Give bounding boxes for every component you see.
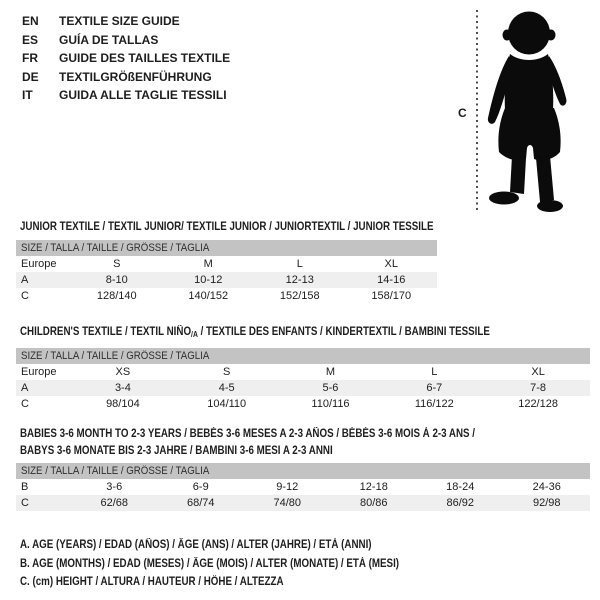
- size-cell: 4-5: [175, 380, 279, 396]
- size-header-cell: [16, 348, 590, 364]
- size-header-row: [16, 240, 437, 256]
- size-cell: 92/98: [504, 495, 591, 511]
- size-cell: 110/116: [311, 398, 350, 410]
- size-header-text: SIZE / TALLA / TAILLE / GRÖSSE / TAGLIA: [21, 350, 210, 362]
- row-label: C: [21, 398, 29, 410]
- size-cell: 116/122: [414, 398, 454, 410]
- size-cell: 140/152: [188, 290, 229, 302]
- size-cell: XL: [531, 366, 545, 378]
- size-cell: 158/170: [371, 290, 412, 302]
- size-cell: 8-10: [71, 272, 163, 288]
- toddler-body-shapes: [488, 12, 567, 213]
- row-label: Europe: [21, 366, 57, 378]
- children-title-sub: /A: [191, 330, 198, 339]
- language-code: ES: [22, 32, 39, 47]
- size-cell: 80/86: [331, 495, 418, 511]
- size-cell: 62/68: [71, 495, 158, 511]
- table-row: [16, 272, 437, 288]
- babies-title-line1: BABIES 3-6 MONTH TO 2-3 YEARS / BEBÉS 3-6 MESES A 2-3 AÑOS / BÉBÉS 3-6 MOIS À 2-3 ANS /: [20, 428, 476, 440]
- size-cell: M: [325, 366, 336, 378]
- size-cell: 122/128: [518, 398, 558, 410]
- language-code: IT: [22, 88, 33, 102]
- row-label: B: [21, 481, 29, 493]
- language-code: DE: [22, 69, 39, 84]
- size-cell: L: [296, 258, 303, 270]
- footnote-line-b: [20, 555, 466, 574]
- language-label: GUIDE DES TAILLES TEXTILE: [59, 51, 231, 65]
- row-label: C: [21, 290, 29, 302]
- table-row: [16, 495, 590, 511]
- size-cell: 24-36: [532, 481, 561, 493]
- size-cell: XL: [384, 258, 398, 270]
- table-row: [16, 396, 590, 412]
- children-size-table: [16, 348, 590, 412]
- row-label: C: [16, 495, 71, 511]
- footnote-a-text: A. AGE (YEARS) / EDAD (AÑOS) / ÂGE (ANS) / ALTER (JAHRE) / ETÀ (ANNI): [20, 539, 372, 551]
- language-label: TEXTILGRÖßENFÜHRUNG: [59, 69, 212, 84]
- size-cell: XS: [115, 366, 131, 378]
- language-code: EN: [22, 14, 39, 28]
- language-code: FR: [22, 51, 38, 65]
- size-cell: 18-24: [446, 481, 475, 493]
- language-label: TEXTILE SIZE GUIDE: [59, 14, 180, 28]
- size-cell: 6-9: [192, 481, 209, 493]
- row-label: Europe: [21, 258, 57, 270]
- size-cell: S: [223, 366, 231, 378]
- size-cell: 6-7: [382, 380, 486, 396]
- footnote-line-a: [20, 536, 466, 555]
- size-cell: 128/140: [96, 290, 137, 302]
- size-cell: M: [203, 258, 213, 270]
- size-cell: 74/80: [244, 495, 331, 511]
- height-measure-label: C: [458, 106, 467, 120]
- language-title-list: [22, 12, 230, 105]
- language-row: [22, 86, 230, 105]
- legend-footnotes: [20, 536, 466, 592]
- children-title-pre: CHILDREN'S TEXTILE / TEXTIL NIÑO: [20, 326, 192, 338]
- children-section-title: [20, 324, 573, 344]
- language-label: GUÍA DE TALLAS: [59, 32, 159, 47]
- babies-size-table: [16, 463, 590, 511]
- size-header-row: [16, 463, 590, 479]
- table-row: [16, 364, 590, 380]
- size-cell: 98/104: [106, 398, 140, 410]
- size-cell: 5-6: [279, 380, 383, 396]
- size-header-cell: [16, 240, 437, 256]
- row-label: A: [16, 380, 71, 396]
- table-row: [16, 256, 437, 272]
- language-row: [22, 68, 230, 87]
- size-cell: 9-12: [276, 481, 299, 493]
- footnote-b-text: B. AGE (MONTHS) / EDAD (MESES) / ÂGE (MOIS) / ALTER (MONATE) / ETÀ (MESI): [20, 557, 400, 570]
- junior-size-table: [16, 240, 437, 304]
- size-cell: 152/158: [279, 290, 320, 302]
- language-row: [22, 49, 230, 68]
- language-row: [22, 31, 230, 50]
- toddler-silhouette: [470, 10, 582, 212]
- size-cell: S: [113, 258, 121, 270]
- junior-section-title-text: JUNIOR TEXTILE / TEXTIL JUNIOR/ TEXTILE JUNIOR / JUNIORTEXTIL / JUNIOR TESSILE: [20, 221, 434, 233]
- children-title-post: / TEXTILE DES ENFANTS / KINDERTEXTIL / BAMBINI TESSILE: [197, 326, 490, 338]
- size-cell: 104/110: [207, 398, 247, 410]
- children-section-title-text: [20, 324, 490, 344]
- table-row: [16, 479, 590, 495]
- babies-section-title: [20, 426, 555, 459]
- size-cell: L: [431, 366, 438, 378]
- size-cell: 12-13: [254, 272, 346, 288]
- size-cell: 86/92: [417, 495, 504, 511]
- size-header-row: [16, 348, 590, 364]
- junior-section-title: [20, 219, 506, 236]
- row-label: A: [16, 272, 71, 288]
- language-row: [22, 12, 230, 31]
- footnote-line-c: [20, 573, 466, 592]
- size-header-cell: [16, 463, 590, 479]
- table-row: [16, 380, 590, 396]
- size-cell: 3-4: [71, 380, 175, 396]
- size-cell: 10-12: [163, 272, 255, 288]
- size-header-text: SIZE / TALLA / TAILLE / GRÖSSE / TAGLIA: [21, 465, 210, 477]
- babies-title-line2: BABYS 3-6 MONATE BIS 2-3 JAHRE / BAMBINI 3-6 MESI A 2-3 ANNI: [20, 444, 333, 457]
- size-cell: 14-16: [346, 272, 438, 288]
- size-cell: 68/74: [158, 495, 245, 511]
- footnote-c-text: C. (cm) HEIGHT / ALTURA / HAUTEUR / HÖHE / ALTEZZA: [20, 576, 284, 588]
- size-cell: 3-6: [106, 481, 123, 493]
- size-header-text: SIZE / TALLA / TAILLE / GRÖSSE / TAGLIA: [21, 242, 210, 254]
- table-row: [16, 288, 437, 304]
- language-label: GUIDA ALLE TAGLIE TESSILI: [59, 88, 227, 102]
- size-cell: 7-8: [486, 380, 590, 396]
- size-cell: 12-18: [359, 481, 388, 493]
